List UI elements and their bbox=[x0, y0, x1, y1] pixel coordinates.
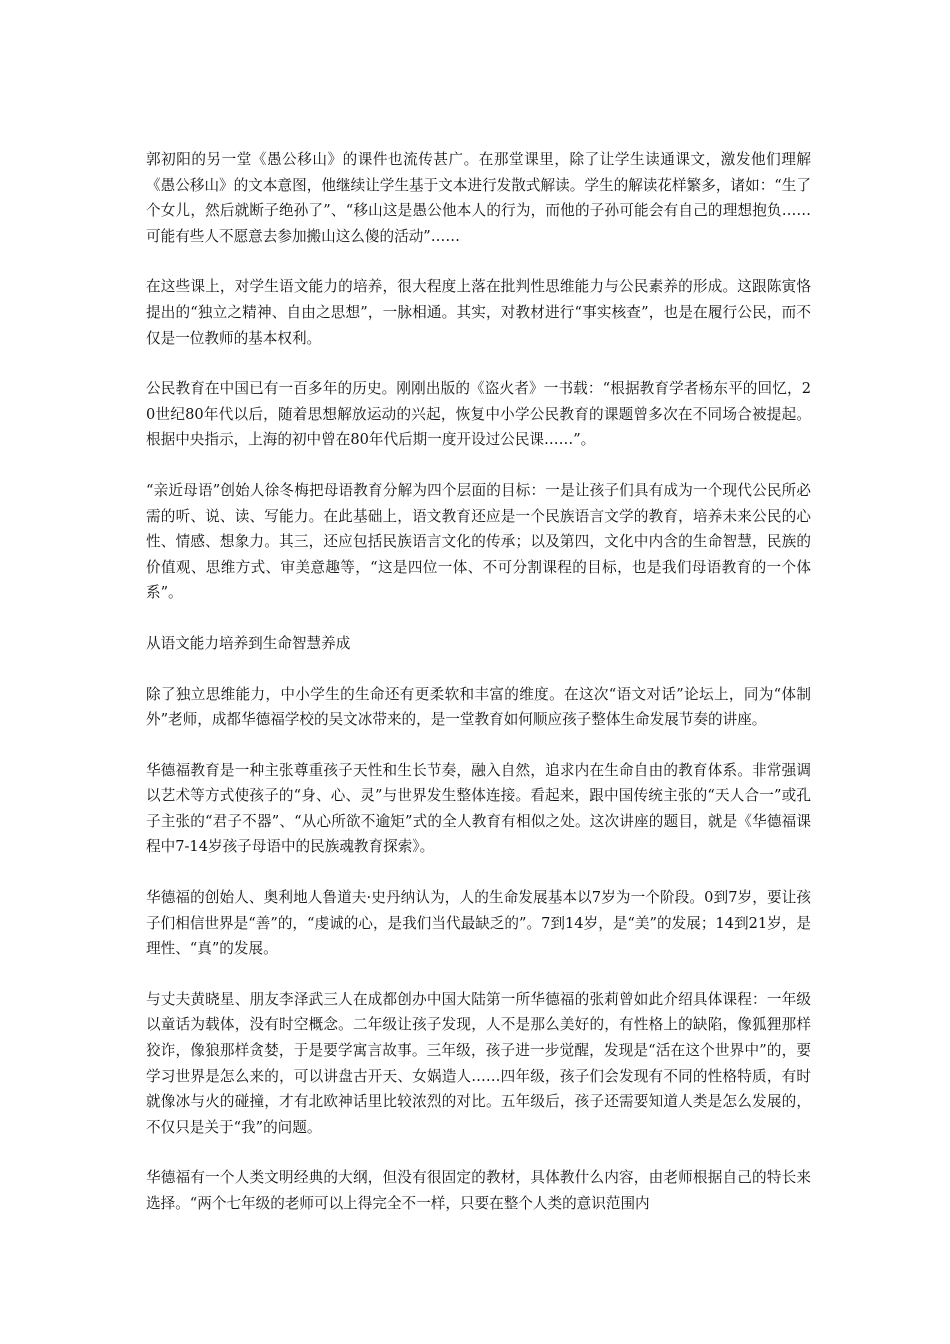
paragraph-4: “亲近母语”创始人徐冬梅把母语教育分解为四个层面的目标：一是让孩子们具有成为一个现代公民所必需的听、说、读、写能力。在此基础上，语文教育还应是一个民族语言文学的教育，培养未来公民的心性、情感、想象力。其三，还应包括民族语言文化的传承；以及第四，文化中内含的生命智慧，民族的价值观、思维方式、审美意趣等，“这是四位一体、不可分割课程的目标，也是我们母语教育的一个体系”。 bbox=[146, 481, 811, 602]
document-page bbox=[146, 147, 811, 1242]
paragraph-9: 华德福有一个人类文明经典的大纲，但没有很固定的教材，具体教什么内容，由老师根据自己的特长来选择。“两个七年级的老师可以上得完全不一样，只要在整个人类的意识范围内 bbox=[146, 1169, 811, 1212]
paragraph-6: 华德福教育是一种主张尊重孩子天性和生长节奏，融入自然，追求内在生命自由的教育体系。非常强调以艺术等方式使孩子的“身、心、灵”与世界发生整体连接。看起来，跟中国传统主张的“天人合一”或孔子主张的“君子不器”、“从心所欲不逾矩”式的全人教育有相似之处。这次讲座的题目，就是《华德福课程中7-14岁孩子母语中的民族魂教育探索》。 bbox=[146, 761, 811, 856]
paragraph-1: 郭初阳的另一堂《愚公移山》的课件也流传甚广。在那堂课里，除了让学生读通课文，激发他们理解《愚公移山》的文本意图，他继续让学生基于文本进行发散式解读。学生的解读花样繁多，诸如：“生了个女儿，然后就断子绝孙了”、“移山这是愚公他本人的行为，而他的子孙可能会有自己的理想抱负……可能有些人不愿意去参加搬山这么傻的活动”…… bbox=[146, 151, 811, 245]
paragraph-2: 在这些课上，对学生语文能力的培养，很大程度上落在批判性思维能力与公民素养的形成。这跟陈寅恪提出的“独立之精神、自由之思想”，一脉相通。其实，对教材进行“事实核查”，也是在履行公民，而不仅是一位教师的基本权利。 bbox=[146, 278, 811, 347]
section-heading: 从语文能力培养到生命智慧养成 bbox=[146, 634, 351, 652]
paragraph-5: 除了独立思维能力，中小学生的生命还有更柔软和丰富的维度。在这次“语文对话”论坛上，同为“体制外”老师，成都华德福学校的吴文冰带来的，是一堂教育如何顺应孩子整体生命发展节奏的讲座。 bbox=[146, 685, 811, 729]
paragraph-8: 与丈夫黄晓星、朋友李泽武三人在成都创办中国大陆第一所华德福的张莉曾如此介绍具体课程：一年级以童话为载体，没有时空概念。二年级让孩子发现，人不是那么美好的，有性格上的缺陷，像狐狸那样狡诈，像狼那样贪婪，于是要学寓言故事。三年级，孩子进一步觉醒，发现是“活在这个世界中”的，要学习世界是怎么来的，可以讲盘古开天、女娲造人……四年级，孩子们会发现有不同的性格特质，有时就像冰与火的碰撞，才有北欧神话里比较浓烈的对比。五年级后，孩子还需要知道人类是怎么发展的，不仅只是关于“我”的问题。 bbox=[146, 990, 811, 1136]
paragraph-7: 华德福的创始人、奥利地人鲁道夫·史丹纳认为，人的生命发展基本以7岁为一个阶段。0到7岁，要让孩子们相信世界是“善”的，“虔诚的心，是我们当代最缺乏的”。7到14岁，是“美”的发展；14到21岁，是理性、“真”的发展。 bbox=[146, 889, 811, 958]
paragraph-3: 公民教育在中国已有一百多年的历史。刚刚出版的《盗火者》一书载：“根据教育学者杨东平的回忆，20世纪80年代以后，随着思想解放运动的兴起，恢复中小学公民教育的课题曾多次在不同场合被提起。根据中央指示，上海的初中曾在80年代后期一度开设过公民课……”。 bbox=[146, 380, 811, 449]
